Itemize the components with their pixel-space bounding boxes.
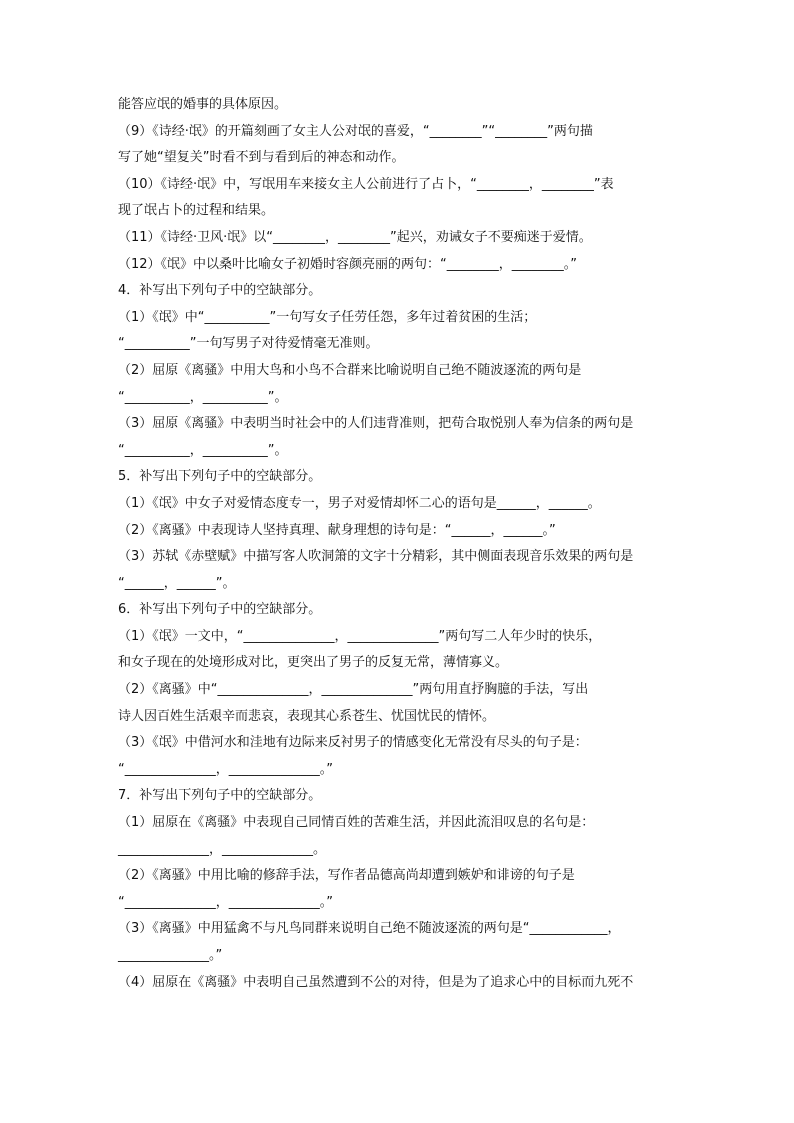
- text-line: （11）《诗经·卫风·氓》以“________，________”起兴，劝诫女子不要痴迷于爱情。: [118, 229, 592, 245]
- document-body: [118, 92, 684, 996]
- section-heading: 7．补写出下列句子中的空缺部分。: [118, 788, 322, 804]
- text-line: （1）《氓》中女子对爱情态度专一，男子对爱情却怀二心的语句是______，______。: [118, 495, 601, 511]
- text-line: ______________，______________。: [118, 841, 327, 857]
- text-line: （2）《离骚》中“______________，______________”两句用直抒胸臆的手法，写出: [118, 682, 589, 698]
- text-line: “__________，__________”。: [118, 389, 288, 405]
- text-line: （2）屈原《离骚》中用大鸟和小鸟不合群来比喻说明自己绝不随波逐流的两句是: [118, 362, 582, 378]
- text-line: （1）屈原在《离骚》中表现自己同情百姓的苦难生活，并因此流泪叹息的名句是：: [118, 815, 595, 831]
- text-line: “__________”一句写男子对待爱情毫无准则。: [118, 336, 379, 352]
- text-line: 现了氓占卜的过程和结果。: [118, 203, 275, 219]
- text-line: 能答应氓的婚事的具体原因。: [118, 97, 288, 112]
- text-line: （2）《离骚》中用比喻的修辞手法，写作者品德高尚却遭到嫉妒和诽谤的句子是: [118, 868, 575, 884]
- text-line: （3）《氓》中借河水和洼地有边际来反衬男子的情感变化无常没有尽头的句子是：: [118, 735, 588, 751]
- text-line: 写了她“望复关”时看不到与看到后的神态和动作。: [118, 150, 405, 166]
- text-line: 诗人因百姓生活艰辛而悲哀，表现其心系苍生、忧国忧民的情怀。: [118, 708, 496, 724]
- text-line: （3）屈原《离骚》中表明当时社会中的人们违背准则，把苟合取悦别人奉为信条的两句是: [118, 416, 634, 432]
- text-line: （1）《氓》一文中，“______________，______________”两句写二人年少时的快乐，: [118, 628, 602, 644]
- section-heading: 5．补写出下列句子中的空缺部分。: [118, 469, 322, 485]
- text-line: 和女子现在的处境形成对比，更突出了男子的反复无常，薄情寡义。: [118, 655, 509, 671]
- text-line: ______________。”: [118, 948, 223, 963]
- text-line: （3）苏轼《赤壁赋》中描写客人吹洞箫的文字十分精彩，其中侧面表现音乐效果的两句是: [118, 549, 634, 565]
- section-heading: 4．补写出下列句子中的空缺部分。: [118, 283, 322, 299]
- text-line: “______________，______________。”: [118, 761, 333, 777]
- text-line: （2）《离骚》中表现诗人坚持真理、献身理想的诗句是：“______，______。”: [118, 522, 556, 538]
- text-line: （3）《离骚》中用猛禽不与凡鸟同群来说明自己绝不随波逐流的两句是“____________，: [118, 921, 621, 937]
- section-heading: 6．补写出下列句子中的空缺部分。: [118, 602, 322, 618]
- text-line: “______，______”。: [118, 575, 236, 591]
- text-line: （12）《氓》中以桑叶比喻女子初婚时容颜亮丽的两句：“________，________。”: [118, 256, 578, 272]
- text-line: （4）屈原在《离骚》中表明自己虽然遭到不公的对待，但是为了追求心中的目标而九死不: [118, 974, 634, 990]
- text-line: “__________，__________”。: [118, 442, 288, 458]
- text-line: （9）《诗经·氓》的开篇刻画了女主人公对氓的喜爱，“________”“________”两句描: [118, 123, 593, 139]
- text-line: （10）《诗经·氓》中，写氓用车来接女主人公前进行了占卜，“________，________”表: [118, 176, 614, 192]
- text-line: （1）《氓》中“__________”一句写女子任劳任怨，多年过着贫困的生活；: [118, 309, 537, 325]
- text-line: “______________，______________。”: [118, 894, 333, 910]
